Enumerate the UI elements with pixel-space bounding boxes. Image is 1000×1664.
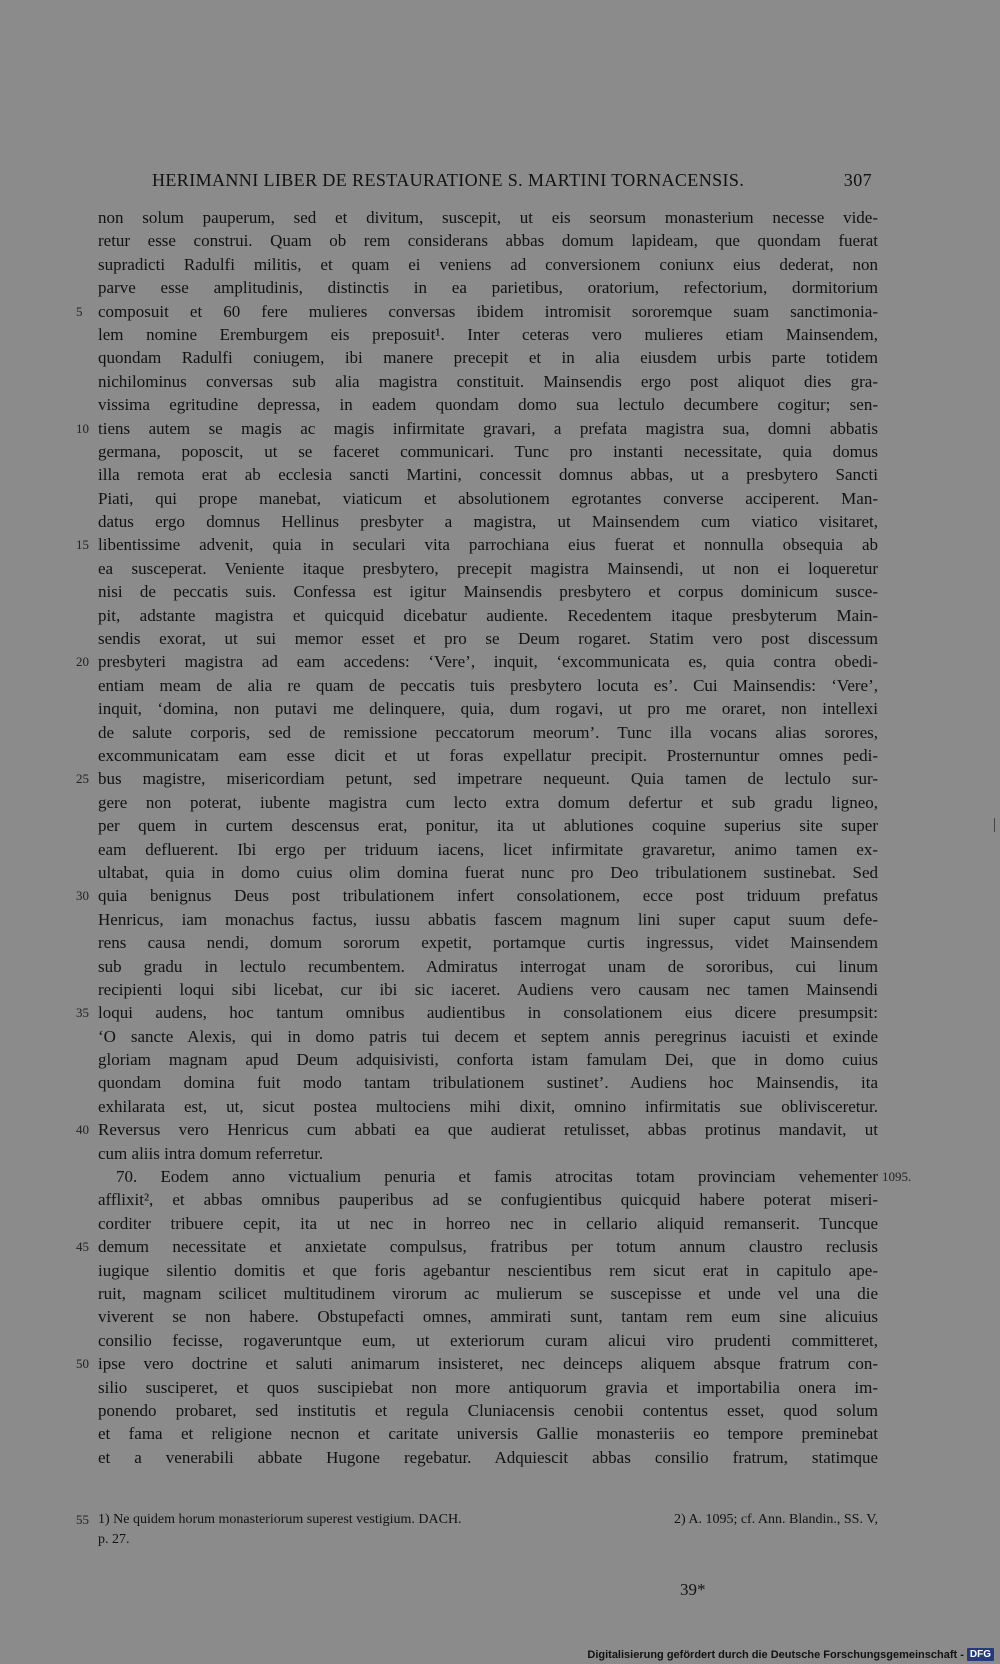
line-number: 15 [76,537,89,553]
margin-year-note: 1095. [882,1169,912,1185]
line-text: vissima egritudine depressa, in eadem quondam domo sua lectulo decumbere cogitur; sen- [98,395,878,415]
text-line [98,814,878,837]
line-text: ruit, magnam scilicet multitudinem virorum ac mulierum se suscepisse et unde vel una die [98,1283,878,1303]
text-line [76,884,878,907]
text-line [98,1446,878,1469]
line-text: supradicti Radulfi militis, et quam ei veniens ad conversionem coniunx eius dederat, non [98,254,878,274]
line-text: nisi de peccatis suis. Confessa est igitur Mainsendis presbytero et corpus dominicum susce- [98,582,878,602]
text-line [98,1025,878,1048]
line-text: sub gradu in lectulo recumbentem. Admiratus interrogat unam de sororibus, cui linum [98,956,878,976]
line-text: corditer tribuere cepit, ita ut nec in horreo nec in cellario aliquid remanserit. Tuncque [98,1213,878,1233]
line-text: illa remota erat ab ecclesia sancti Martini, concessit domnus abbas, ut a presbytero Sancti [98,465,878,485]
text-line [98,1329,878,1352]
text-line [98,346,878,369]
running-title: HERIMANNI LIBER DE RESTAURATIONE S. MARTINI TORNACENSIS. [152,170,745,190]
line-text: sendis exorat, ut sui memor esset et pro se Deum rogaret. Statim vero post discessum [98,629,878,649]
text-line [98,370,878,393]
text-line [76,1235,878,1258]
footnote-2-continuation: p. 27. [98,1532,130,1547]
text-line [76,417,878,440]
text-line [98,1048,878,1071]
text-line [98,838,878,861]
text-line [98,604,878,627]
line-text: ponendo probaret, sed institutis et regula Cluniacensis cenobii contentus esset, quod solum [98,1400,878,1420]
line-text: rens causa nendi, domum sororum expetit, portamque curtis ingressus, videt Mainsendem [98,933,878,953]
line-text: parve esse amplitudinis, distinctis in ea parietibus, oratorium, refectorium, dormitorium [98,278,878,298]
text-line [98,931,878,954]
text-line [76,767,878,790]
line-text: ultabat, quia in domo cuius olim domina fuerat nunc pro Deo tribulationem sustinebat. Sed [98,862,878,882]
dfg-credit [587,1648,994,1661]
line-text: cum aliis intra domum referretur. [98,1143,324,1163]
line-text: loqui audens, hoc tantum omnibus audientibus in consolationem eius dicere presumpsit: [98,1003,878,1023]
footnote-line [76,1510,878,1530]
text-line [98,1071,878,1094]
scan-artifact [994,818,995,832]
line-text: inquit, ‘domina, non putavi me delinquere, quia, dum rogavi, ut pro me oraret, non intellexi [98,699,878,719]
line-text: ea susceperat. Veniente itaque presbytero, precepit magistra Mainsendi, ut non ei loqueretur [98,558,878,578]
footnote-2: 2) A. 1095; cf. Ann. Blandin., SS. V, [673,1512,878,1527]
line-text: ‘O sancte Alexis, qui in domo patris tui decem et septem annis peregrinus iacuisti et exinde [98,1026,878,1046]
text-line [98,580,878,603]
line-text: eam defluerent. Ibi ergo per triduum iacens, licet infirmitate gravaretur, animo tamen ex- [98,839,878,859]
credit-text: Digitalisierung gefördert durch die Deutsche Forschungsgemeinschaft - [587,1648,964,1661]
text-line [98,510,878,533]
line-text: bus magistre, misericordiam petunt, sed impetrare nequeunt. Quia tamen de lectulo sur- [98,769,878,789]
line-text: presbyteri magistra ad eam accedens: ‘Vere’, inquit, ‘excommunicata es, quia contra obedi- [98,652,878,672]
line-text: Reversus vero Henricus cum abbati ea que audierat retulisset, abbas protinus mandavit, ut [98,1120,878,1140]
signature-mark: 39* [680,1580,706,1599]
text-line [98,1188,878,1211]
text-line [98,253,878,276]
line-text: viverent se non habere. Obstupefacti omnes, ammirati sunt, tantam rem eum sine alicuius [98,1307,878,1327]
line-text: lem nomine Eremburgem eis preposuit¹. Inter ceteras vero mulieres etiam Mainsendem, [98,324,878,344]
text-line [98,674,878,697]
running-header [152,166,872,194]
text-line [98,1376,878,1399]
line-text: quondam domina fuit modo tantam tribulationem sustinet’. Audiens hoc Mainsendis, ita [98,1073,878,1093]
line-text: Henricus, iam monachus factus, iussu abbatis fascem magnum lini super caput suum defe- [98,909,878,929]
line-text: datus ergo domnus Hellinus presbyter a magistra, ut Mainsendem cum viatico visitaret, [98,512,878,532]
text-line [98,861,878,884]
line-text: non solum pauperum, sed et divitum, suscepit, ut eis seorsum monasterium necesse vide- [98,208,878,227]
line-text: tiens autem se magis ac magis infirmitate gravari, a prefata magistra sua, domni abbatis [98,418,878,438]
text-line [98,206,878,229]
text-line [98,955,878,978]
line-number: 10 [76,420,89,436]
line-number: 40 [76,1122,89,1138]
footnote-1: 1) Ne quidem horum monasteriorum superest vestigium. DACH. [98,1512,462,1527]
dfg-logo-icon: DFG [967,1648,994,1661]
line-text: et fama et religione necnon et caritate universis Gallie monasteriis eo tempore preminebat [98,1424,878,1444]
line-text: gloriam magnam apud Deum adquisivisti, conforta istam famulam Dei, que in domo cuius [98,1050,878,1070]
line-text: silio susciperet, et quos suscipiebat non more antiquorum gravia et importabilia onera im- [98,1377,878,1397]
line-text: germana, poposcit, ut se faceret communicari. Tunc pro instanti necessitate, quia domus [98,441,878,461]
text-line [98,323,878,346]
line-text: entiam meam de alia re quam de peccatis tuis presbytero locuta es’. Cui Mainsendis: ‘Vere’, [98,675,878,695]
text-line [98,1142,878,1165]
line-text: libentissime advenit, quia in seculari vita parrochiana eius fuerat et nonnulla obsequia ab [98,535,878,555]
line-number: 25 [76,771,89,787]
line-text: retur esse construi. Quam ob rem considerans abbas domum lapideam, que quondam fuerat [98,231,878,251]
line-text: 70. Eodem anno victualium penuria et famis atrocitas totam provinciam vehementer [116,1167,878,1187]
line-text: iugique silentio domitis et que foris agebantur nescientibus rem sicut erat in capitulo ape- [98,1260,878,1280]
text-line [98,1282,878,1305]
text-line [98,1165,912,1188]
text-line [98,557,878,580]
line-text: Piati, qui prope manebat, viaticum et absolutionem egrotantes converse acciperent. Man- [98,488,878,508]
text-line [98,791,878,814]
text-line [98,276,878,299]
text-line [98,1095,878,1118]
line-text: exhilarata est, ut, sicut postea multociens mihi dixit, omnino infirmitatis sue oblivisceretur. [98,1096,878,1116]
line-number: 5 [76,303,83,319]
line-text: demum necessitate et anxietate compulsus, fratribus per totum annum claustro reclusis [98,1237,878,1257]
text-line [76,300,878,323]
text-line [76,650,878,673]
line-number: 30 [76,888,89,904]
line-text: pit, adstante magistra et quicquid dicebatur audiente. Recedentem itaque presbyterum Main- [98,605,878,625]
text-line [76,1118,878,1141]
line-number: 20 [76,654,89,670]
line-text: composuit et 60 fere mulieres conversas ibidem intromisit sororemque suam sanctimonia- [98,301,878,321]
text-line [98,440,878,463]
line-text: et a venerabili abbate Hugone regebatur. Adquiescit abbas consilio fratrum, statimque [98,1447,878,1467]
text-line [98,1399,878,1422]
text-line [98,1305,878,1328]
line-text: excommunicatam eam esse dicit et ut foras expellatur precipit. Prosternuntur omnes pedi- [98,745,878,765]
text-line [98,908,878,931]
text-line [98,697,878,720]
text-line [98,978,878,1001]
line-text: quia benignus Deus post tribulationem infert consolationem, ecce post triduum prefatus [98,886,878,906]
line-number: 45 [76,1239,89,1255]
line-text: de salute corporis, sed de remissione peccatorum meorum’. Tunc illa vocans alias sorores, [98,722,878,742]
footnote-line-number: 55 [76,1512,89,1527]
text-line [76,1001,878,1024]
footnote-continuation-line [98,1530,878,1550]
line-text: ipse vero doctrine et saluti animarum insisteret, nec deinceps aliquem absque fratrum con- [98,1354,878,1374]
text-line [76,1352,878,1375]
line-text: per quem in curtem descensus erat, ponitur, ita ut ablutiones coquine superius site super [98,816,878,836]
text-line [98,744,878,767]
text-line [98,487,878,510]
line-text: recipienti loqui sibi licebat, cur ibi sic iaceret. Audiens vero causam nec tamen Mainsendi [98,979,878,999]
line-text: nichilominus conversas sub alia magistra constituit. Mainsendis ergo post aliquot dies gra- [98,371,878,391]
text-line [98,229,878,252]
text-line [76,533,878,556]
line-text: consilio fecisse, rogaveruntque eum, ut exteriorum curam alicui viro prudenti committeret, [98,1330,878,1350]
text-line [98,721,878,744]
footnotes [76,1510,878,1550]
text-line [98,393,878,416]
text-line [98,1259,878,1282]
line-text: quondam Radulfi coniugem, ibi manere precepit et in alia eiusdem urbis parte totidem [98,348,878,368]
page-number: 307 [843,170,872,190]
text-line [98,463,878,486]
line-number: 50 [76,1356,89,1372]
text-line [98,1212,878,1235]
line-text: afflixit², et abbas omnibus pauperibus ad se confugientibus quicquid habere poterat miseri- [98,1190,878,1210]
line-number: 35 [76,1005,89,1021]
line-text: gere non poterat, iubente magistra cum lecto extra domum defertur et sub gradu ligneo, [98,792,878,812]
text-line [98,1422,878,1445]
main-text [76,206,912,1469]
text-line [98,627,878,650]
